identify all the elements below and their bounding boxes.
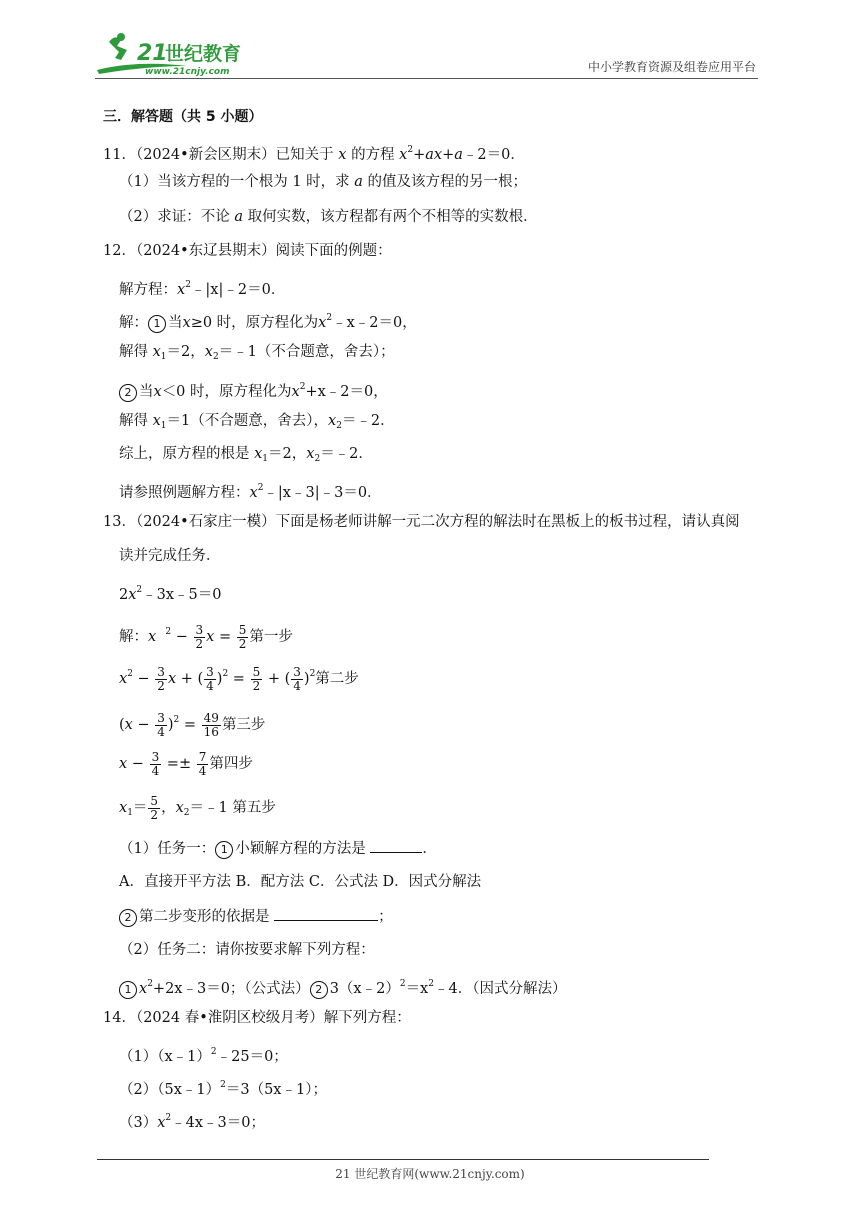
- q13-task2-equations: 1 $x^2+2x﹣3=0$；（公式法） 2 $3(x﹣2)^2=x^2﹣4$．（因式分解法）: [119, 974, 566, 999]
- circled-2: 2: [310, 981, 328, 999]
- circled-1: 1: [148, 315, 166, 333]
- header-rule: [95, 78, 758, 79]
- logo-21cnjy: [95, 32, 265, 78]
- circled-2: 2: [119, 384, 137, 402]
- svg-text:21: 21: [137, 41, 168, 66]
- q12-line2: 解： 1 当x≥0 时，原方程化为$x^2﹣x﹣2=0$，: [119, 313, 417, 331]
- q12-line4: 2 当x＜0 时，原方程化为$x^2+x﹣2=0$，: [119, 377, 388, 402]
- q11-part2: （2）求证：不论 a 取何实数，该方程都有两个不相等的实数根．: [119, 209, 538, 225]
- circled-1: 1: [119, 981, 137, 999]
- q13-step4: x − $\frac{3}{4}$ =± $\frac{7}{4}$ 第四步: [119, 749, 253, 778]
- q12-line7: 请参照例题解方程：$x^2﹣|x﹣3|﹣3=0$．: [119, 483, 382, 501]
- q14-stem: 14．（2024 春•淮阴区校级月考）解下列方程：: [103, 1010, 411, 1026]
- q14-eq3: $(3)x^2﹣4x﹣3=0$；: [119, 1113, 266, 1131]
- q13-task1-basis: 2 第二步变形的依据是 ；: [119, 906, 393, 927]
- q13-task2: （2）任务二：请你按要求解下列方程：: [119, 942, 375, 958]
- footer-rule: [97, 1159, 709, 1160]
- q13-step2: $x^2$ − $\frac{3}{2}$ x + ( $\frac{3}{4}$ )$^2$ = $\frac{5}{2}$ + ( $\frac{3}{4}$ )$^2$第二步: [119, 664, 359, 693]
- q13-step1: 解：x $^2$ − $\frac{3}{2}$ x = $\frac{5}{2}$ 第一步: [119, 622, 293, 651]
- q13-step5: $x_1=$ $\frac{5}{2}$ ，$x_2=﹣1$ 第五步: [119, 793, 276, 822]
- q12-number: 12．: [103, 243, 136, 259]
- q13-stem: 13．（2024•石家庄一模）下面是杨老师讲解一元二次方程的解法时在黑板上的板书过程，请认真阅: [103, 514, 740, 530]
- q14-eq2: （2）（5x﹣1）$^2$＝3（5x﹣1）；: [119, 1080, 327, 1098]
- svg-text:www.21cnjy.com: www.21cnjy.com: [145, 67, 230, 77]
- circled-1: 1: [215, 841, 233, 859]
- q13-equation: $2x^2﹣3x﹣5=0$: [119, 585, 222, 603]
- q13-task1: （1）任务一： 1 小颖解方程的方法是 ．: [119, 838, 437, 859]
- q12-stem: 12．（2024•东辽县期末）阅读下面的例题：: [103, 243, 392, 259]
- q14-eq1: （1）（x﹣1）$^2$﹣25＝0；: [119, 1047, 288, 1065]
- answer-blank: [370, 838, 422, 853]
- q12-line5: 解得 $x_1=1$（不合题意，舍去），$x_2=﹣2$．: [119, 413, 395, 431]
- q11-part1: （1）当该方程的一个根为 1 时，求 a 的值及该方程的另一根；: [119, 174, 528, 190]
- platform-name: 中小学教育资源及组卷应用平台: [587, 60, 756, 74]
- q13-number: 13．: [103, 514, 136, 530]
- svg-text:世纪教育: 世纪教育: [165, 43, 242, 65]
- q12-line3: 解得 $x_1=2$，$x_2=﹣1$（不合题意，舍去）；: [119, 344, 395, 362]
- q11-number: 11．: [103, 147, 136, 163]
- q11-stem: 11．（2024•新会区期末）已知关于 x 的方程 $x^2+ax+a﹣2=0$．: [103, 145, 525, 163]
- q13-options: A．直接开平方法 B．配方法 C．公式法 D．因式分解法: [119, 874, 482, 890]
- answer-blank: [274, 906, 378, 921]
- circled-2: 2: [119, 909, 137, 927]
- section-title: 三．解答题（共 5 小题）: [103, 109, 263, 125]
- q14-number: 14．: [103, 1010, 136, 1026]
- q12-line6: 综上，原方程的根是 $x_1=2$，$x_2=﹣2$．: [119, 446, 373, 464]
- page-header: [95, 30, 758, 78]
- q13-stem-cont: 读并完成任务．: [119, 548, 221, 564]
- page-footer: 21 世纪教育网(www.21cnjy.com): [335, 1167, 525, 1181]
- q12-line1: 解方程：$x^2﹣|x|﹣2=0$．: [119, 280, 286, 298]
- q13-step3: (x − $\frac{3}{4}$ )$^2$ = $\frac{49}{16}$ 第三步: [119, 710, 266, 739]
